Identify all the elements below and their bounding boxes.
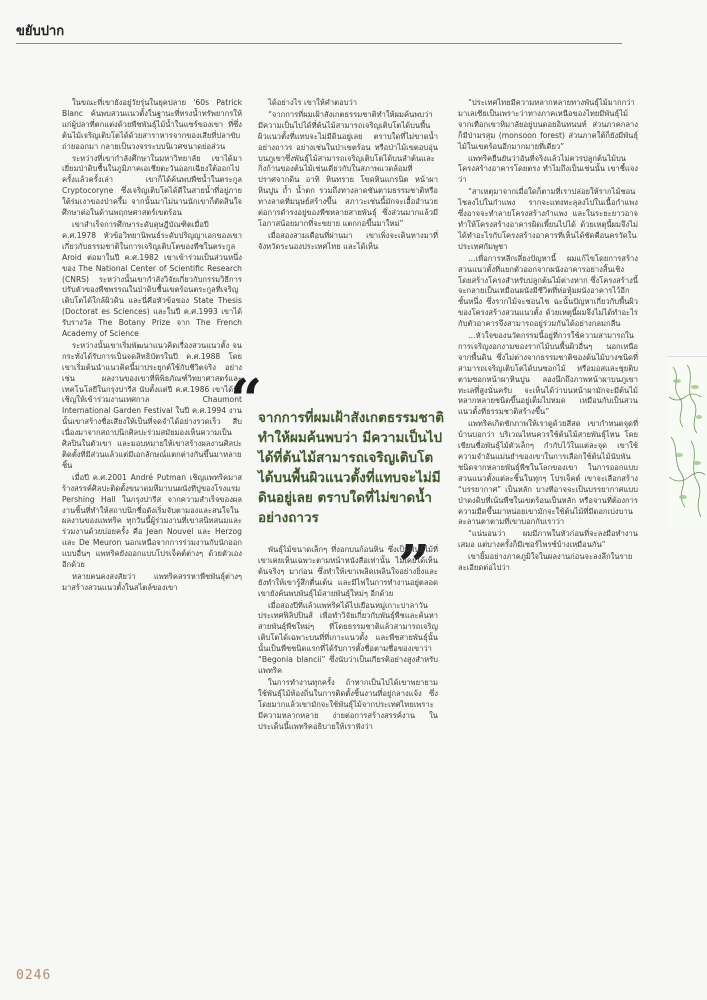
paragraph: …เพื่อการหลีกเลี่ยงปัญหานี้ ผมแก้ไขโดยการสร้างสวนแนวตั้งที่แยกตัวออกจากผนังอาคารอย่างสิ้นเชิง โดยสร้างโครงสำหรับปลูกต้นไม้ต่างหาก ซึ่งโครงสร้างนี้จะกลายเป็นเหมือนผนังมีชีวิตที่ห่อหุ้มผนังอาคารไว้อีกชั้นหนึ่ง ซึ่งรากไม้จะชอนไช ฉะนั้นปัญหาเกี่ยวกับพื้นผิวของโครงสร้างสวนแนวตั้ง ด้วยเหตุนี้ผมจึงไม่ได้ทำอะไรกับตัวอาคารจึงสามารถอยู่ร่วมกันได้อย่างกลมกลืน (458, 253, 638, 329)
paragraph: ในการทำงานทุกครั้ง ถ้าหากเป็นไปได้เขาพยายามใช้พันธุ์ไม้ท้องถิ่นในการติดตั้งชิ้นงานที่อยู่กลางแจ้ง ซึ่งโดยมากแล้วเขามักจะใช้พันธุ์ไม้จากประเทศไทยเพราะมีความหลากหลาย ง่ายต่อการสร้างสรรค์งาน ในประเด็นนี้แพทริคอธิบายให้เราฟังว่า (258, 677, 438, 731)
article-column-2 (258, 98, 438, 254)
paragraph: ในขณะที่เขายังอยู่วัยรุ่นในยุคปลาย '60s Patrick Blanc ค้นพบสวนแนวตั้งในฐานะที่ทรงน้ำทรัพยากรให้แก่ผู้ปลาที่ตกแต่งด้วยพืชพันธุ์ไม้น้ำในแซร์ของเขา ที่ซึ่งต้นไม้เจริญเติบโตได้ด้วยสาราหารจากของเสียที่ปลาขับถ่ายออกมา กลายเป็นวงจรระบบนิเวศขนาดย่อส่วน (62, 98, 242, 151)
paragraph: เมื่อปี ค.ศ.2001 André Putman เชิญแพทริคมาสร้างสรรค์ศิลปะติดตั้งขนาดมหึมาบนผนังที่ปูของโรงแรม Pershing Hall ในกรุงปารีส จากความสำเร็จของผลงานชิ้นที่ทำให้สถาปนิกชื่อดังเริ่มจับตามองและสนใจในผลงานของแพทริค ทุกวันนี้ผู้ร่วมงานที่เขาสนิทสนมและร่วมงานด้วยบ่อยครั้ง คือ Jean Nouvel และ Herzog และ De Meuron นอกเหนือจากการร่วมงานกับนักออกแบบอื่นๆ แพทริคยังออกแบบโปรเจ็คต์ต่างๆ ด้วยตัวเองอีกด้วย (62, 472, 242, 570)
paragraph: “สาเหตุมาจากเมื่อใดก็ตามที่เราปล่อยให้รากไม้ชอนไชลงไปในกำแพง รากจะแทงทะลุลงไปในเนื้อกำแพง ซึ่งอาจจะทำลายโครงสร้างกำแพง และในระยะยาวอาจทำให้โครงสร้างอาคารผิดเพี้ยนไปได้ ด้วยเหตุนี้ผมจึงไม่ได้ทำอะไรกับโครงสร้างอาคารที่เห็นได้ชัดคือนครวัดในประเทศกัมพูชา (458, 187, 638, 251)
paragraph: ระหว่างนั้นเขาเริ่มพัฒนาแนวคิดเรื่องสวนแนวตั้ง จนกระทั่งได้รับการเป็นจดสิทธิบัตรในปี ค.ศ.1988 โดยเขาเริ่มต้นนำแนวคิดนี้มาประยุกต์ใช้กับชีวิตจริง อย่างเช่น ผลงานของเขาที่พิพิธภัณฑ์วิทยาศาสตร์และเทคโนโลยีในกรุงปารีส นับตั้งแต่ปี ค.ศ.1986 เขาได้รับเชิญให้เข้าร่วมงานเทศกาล Chaumont International Garden Festival ในปี ค.ศ.1994 งานนั้นเขาสร้างชื่อเสียงให้เป็นที่จดจำได้อย่างรวดเร็ว สืบเนื่องมาจากสถาปนิกศิลปะร่วมสมัยมองเห็นความเป็นศิลปินในตัวเขา และมอบหมายให้เขาสร้างผลงานศิลปะติดตั้งที่มีส่วนแล้วแต่มีเอกลักษณ์แตกต่างกันขึ้นมาหลายชิ้น (62, 340, 242, 470)
open-quote-icon: “ (230, 367, 263, 433)
paragraph: แพทริคเกิดชักภาพให้เราดูด้วยสีสด เขากำหนดจุดที่บ้านบอกว่า บริเวณไหนควรใช้ต้นไม้สายพันธุ์ไหน โดยเขียนชื่อพันธุ์ไม้ตัวเล็กๆ กำกับไว้ในแต่ละจุด เขาใช้ความจำอันแม่นยำของเขาในการเลือกใช้ต้นไม้นับพันชนิดจากหลายพันธุ์พืชในโลกของเขา ในการออกแบบสวนแนวตั้งแต่ละชิ้นในทุกๆ โปรเจ็คต์ เขาจะเลือกสร้าง “บรรยากาศ” เป็นหลัก บางทีอาจจะเป็นบรรยากาศแบบป่าดงดิบที่เน้นพืชในเขตร้อนเป็นหลัก หรือจานที่ต้องการความมืดขึ้นมาหน่อยเขามักจะใช้ต้นไม้ที่มีดอกเบ่งบานละลานตาตามที่เขาบอกกับเราว่า (458, 419, 638, 527)
paragraph: เมื่อสองสามเดือนที่ผ่านมา เขาเพิ่งจะเดินทางมาที่จังหวัดระนองประเทศไทย และได้เห็น (258, 230, 438, 251)
paragraph: เขาสำเร็จการศึกษาระดับดุษฎีบัณฑิตเมื่อปี ค.ศ.1978 หัวข้อวิทยานิพนธ์ระดับปริญญาเอกของเขาเกี่ยวกับธรรมชาติในการเจริญเติบโตของพืชในตระกูล Aroid ต่อมาในปี ค.ศ.1982 เขาเข้าร่วมเป็นส่วนหนึ่งของ The National Center of Scientific Research (CNRS) ระหว่างนั้นเขากำลังวิจัยเกี่ยวกับกรรมวิธีการปรับตัวของพืชพรรณในป่าดิบชื้นเขตร้อนตระกูลที่เจริญเติบโตได้ใกล้ผิวดิน และนี่คือหัวข้อของ State Thesis (Doctorat es Sciences) และในปี ค.ศ.1993 เขาได้รับรางวัล The Botany Prize จาก The French Academy of Science (62, 219, 242, 339)
paragraph: “แน่นอนว่า ผมมีภาพในหัวก่อนที่จะลงมือทำงานเสมอ แต่บางครั้งก็มีเซอร์ไพรซ์บ้างเหมือนกัน” (458, 529, 638, 550)
paragraph: เขายิ้มอย่างภาคภูมิใจในผลงานก่อนจะลงลึกในรายละเอียดต่อไปว่า (458, 552, 633, 573)
article-column-2-bottom (258, 545, 438, 733)
paragraph: เมื่อสองปีที่แล้วแพทริคได้ไปเยือนหมู่เกาะปาลาวัน ประเทศฟิลิปปินส์ เพื่อทำวิจัยเกี่ยวกับพันธุ์พืชและค้นหาสายพันธุ์พืชใหม่ๆ ที่โดยธรรมชาติแล้วสามารถเจริญเติบโตได้เฉพาะบนที่ที่เกาะแนวตั้ง และพืชสายพันธุ์นั้นนั้นเป็นพืชชนิดแรกที่ได้รับการตั้งชื่อตามชื่อของเขาว่า “Begonia blancii” ซึ่งนับว่าเป็นเกียรติอย่างสูงสำหรับแพทริค (258, 600, 438, 675)
close-quote-icon: ” (398, 533, 431, 599)
paragraph: ระหว่างที่เขากำลังศึกษาในมหาวิทยาลัย เขาได้มาเยี่ยมป่าดิบชื้นในภูมิภาคเอเชียตะวันออกเฉียงใต้ออกไปครั้งแล้วครั้งเล่า เขาก็ได้ค้นพบพืชน้ำในตระกูล Cryptocoryne ซึ่งเจริญเติบโตได้ดีในสายน้ำที่อยู่ภายใต้ร่มเงาของป่าครึ้ม จากนั้นมาไม่นานนักเขาก็ตัดสินใจศึกษาต่อในด้านพฤกษศาสตร์เขตร้อน (62, 153, 242, 218)
sketch-image (667, 357, 707, 529)
paragraph: พันธุ์ไม้ขนาดเล็กๆ ที่งอกบนก้อนหิน ซึ่งเป็นพันธุ์ไม้ที่เขาเคยเห็นเฉพาะตามหน้าหนังสือเท่านั้น ไม่เคยได้เห็นต้นจริงๆ มาก่อน ซึ่งทำให้เขาเพลิดเพลินใจอย่างยิ่งและยังทำให้เขารู้สึกตื่นเต้น และมีไฟในการทำงานอยู่ตลอด เขายังค้นพบพันธุ์ไม้สายพันธุ์ใหม่ๆ อีกด้วย (258, 545, 438, 598)
paragraph: “จากการที่ผมเฝ้าสังเกตธรรมชาติทำให้ผมค้นพบว่า มีความเป็นไปได้ที่ต้นไม้สามารถเจริญเติบโตได้บนพื้นผิวแนวตั้งที่แทบจะไม่มีดินอยู่เลย ตราบใดที่ไม่ขาดน้ำอย่างถาวร อย่างเช่นในป่าเขตร้อน หรือป่าไม้เขตอบอุ่นบนภูเขาซึ่งพันธุ์ไม้สามารถเจริญเติบโตได้บนลำต้นและกิ่งก้านของต้นไม้เช่นเดียวกับในสภาพแวดล้อมที่ปราศจากดิน อาทิ หินทราย โขดหินแกรนิต หน้าผาหินปูน ถ้ำ น้ำตก รวมถึงทางลาดชันตามธรรมชาติหรือทางลาดที่มนุษย์สร้างขึ้น สภาวะเช่นนี้มักจะเอื้ออำนวยต่อการดำรงอยู่ของพืชหลายสายพันธุ์ ซึ่งส่วนมากแล้วมีโอกาสน้อยมากที่จะขยาย แตกกอขึ้นมาใหม่” (258, 109, 438, 228)
plant-sketch-photo (667, 356, 707, 529)
paragraph: …หัวใจของนวัตกรรมนี้อยู่ที่การใช้ความสามารถในการเจริญงอกงามของรากไม้บนพื้นผิวอื่นๆ นอกเหนือจากพื้นดิน ซึ่งไม่ต่างจากธรรมชาติของต้นไม้บางชนิดที่สามารถเจริญเติบโตได้บนซอกไม้ หรือมอสและชุยติบตามซอกหน้าผาหินปูน ลองนึกถึงภาพหน้าผาบนภูเขาทะเลที่สูงนั่นครับ จะเห็นได้ว่าบนหน้าผามักจะมีต้นไม้หลากหลายชนิดขึ้นอยู่เต็มไปหมด เหมือนกับเป็นสวนแนวตั้งที่ธรรมชาติสร้างขึ้น” (458, 331, 638, 417)
page-number: 0246 (16, 968, 52, 983)
paragraph: “ประเทศไทยมีความหลากหลายทางพันธุ์ไม้มากกว่ามาเลเซียเป็นเพราะว่าทางภาคเหนือของไทยมีพันธุ์ไม้จากเทือกเขาหิมาลัยอยู่บนดอยอินทนนท์ ส่วนภาคกลางก็มีป่ามรสุม (monsoon forest) ส่วนภาคใต้ก็ยังมีพันธุ์ไม้ในเขตร้อนอีกมากมายที่เดียว” (458, 98, 638, 151)
article-column-1 (62, 98, 242, 595)
header-rule (16, 43, 622, 44)
paragraph: ได้อย่างไร เขาให้คำตอบว่า (268, 98, 357, 107)
paragraph: แพทริคยืนยันว่าอันที่จริงแล้วไม่ควรปลูกต้นไม้บนโครงสร้างอาคารโดยตรง ทำไมถึงเป็นเช่นนั้น เขาชี้แจงว่า (458, 153, 638, 185)
paragraph: หลายคนคงสงสัยว่า แพทริคสรรหาพืชพันธุ์ต่างๆ มาสร้างสวนแนวตั้งในสไตล์ของเขา (62, 571, 242, 592)
pull-quote-text: จากการที่ผมเฝ้าสังเกตธรรมชาติทำให้ผมค้นพบว่า มีความเป็นไปได้ที่ต้นไม้สามารถเจริญเติบโตได้บนพื้นผิวแนวตั้งที่แทบจะไม่มีดินอยู่เลย ตราบใดที่ไม่ขาดน้ำอย่างถาวร (258, 410, 445, 526)
article-column-3 (458, 98, 638, 575)
section-title: ขยับปาก (16, 24, 65, 39)
